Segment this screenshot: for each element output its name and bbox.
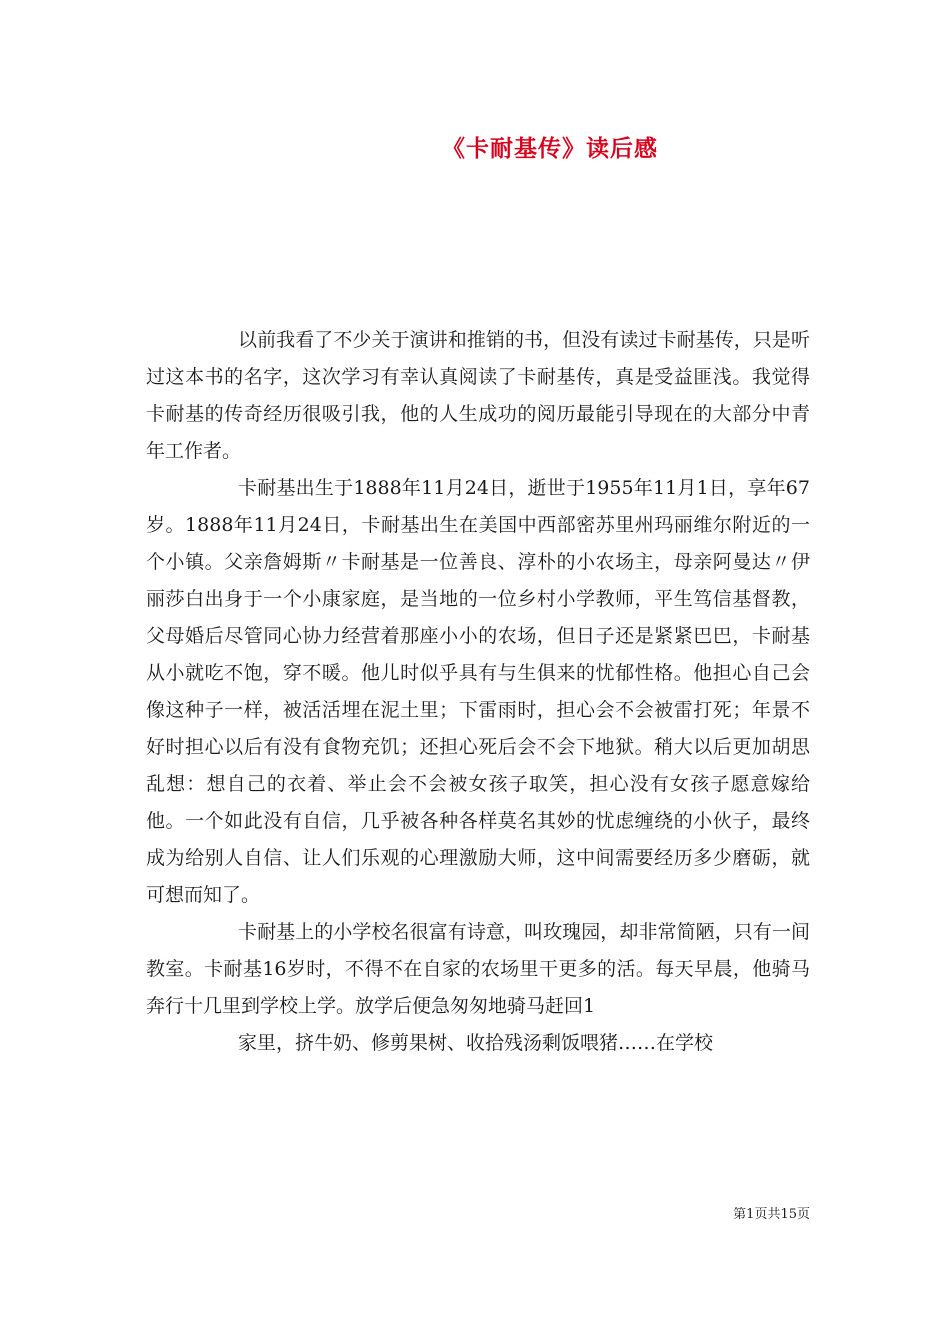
page-number-footer: 第1页共15页 bbox=[733, 1207, 810, 1222]
document-body bbox=[146, 322, 810, 1062]
paragraph-2: 卡耐基出生于1888年11月24日，逝世于1955年11月1日，享年67岁。1888年11月24日，卡耐基出生在美国中西部密苏里州玛丽维尔附近的一个小镇。父亲詹姆斯〃卡耐基是一位善良、淳朴的小农场主，母亲阿曼达〃伊丽莎白出身于一个小康家庭，是当地的一位乡村小学教师，平生笃信基督教，父母婚后尽管同心协力经营着那座小小的农场，但日子还是紧紧巴巴，卡耐基从小就吃不饱，穿不暖。他儿时似乎具有与生俱来的忧郁性格。他担心自己会像这种子一样，被活活埋在泥土里；下雷雨时，担心会不会被雷打死；年景不好时担心以后有没有食物充饥；还担心死后会不会下地狱。稍大以后更加胡思乱想：想自己的衣着、举止会不会被女孩子取笑，担心没有女孩子愿意嫁给他。一个如此没有自信，几乎被各种各样莫名其妙的忧虑缠绕的小伙子，最终成为给别人自信、让人们乐观的心理激励大师，这中间需要经历多少磨砺，就可想而知了。 bbox=[146, 477, 810, 906]
document-title: 《卡耐基传》读后感 bbox=[442, 135, 658, 162]
paragraph-4: 家里，挤牛奶、修剪果树、收拾残汤剩饭喂猪……在学校 bbox=[238, 1032, 714, 1054]
paragraph-3: 卡耐基上的小学校名很富有诗意，叫玫瑰园，却非常简陋，只有一间教室。卡耐基16岁时，不得不在自家的农场里干更多的活。每天早晨，他骑马奔行十几里到学校上学。放学后便急匆匆地骑马赶回1 bbox=[146, 921, 810, 1017]
paragraph-1: 以前我看了不少关于演讲和推销的书，但没有读过卡耐基传，只是听过这本书的名字，这次学习有幸认真阅读了卡耐基传，真是受益匪浅。我觉得卡耐基的传奇经历很吸引我，他的人生成功的阅历最能引导现在的大部分中青年工作者。 bbox=[146, 329, 810, 462]
